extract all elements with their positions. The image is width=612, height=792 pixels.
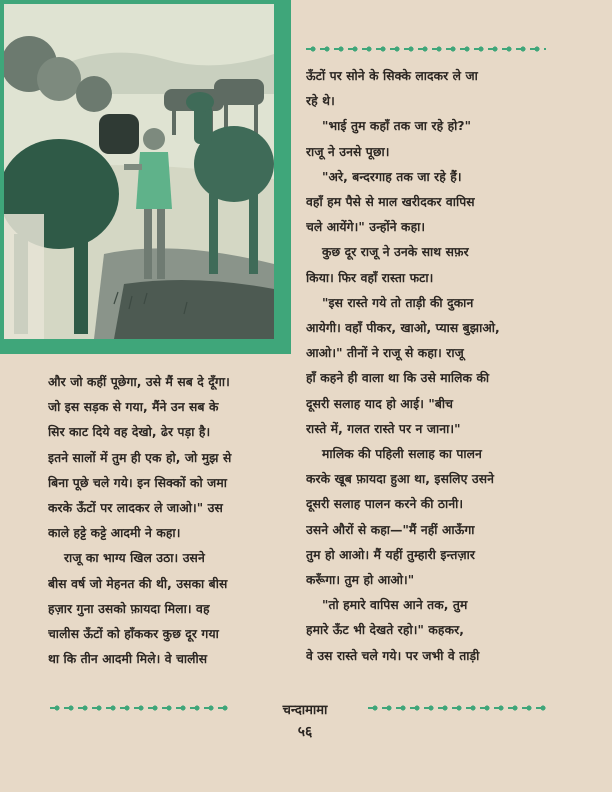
text-line: दूसरी सलाह पालन करने की ठानी। [306,497,464,512]
top-right-divider [306,42,546,56]
text-line: वहाँ हम पैसे से माल खरीदकर वापिस [306,195,475,210]
text-line: चले आयेंगे।" उन्होंने कहा। [306,220,426,235]
text-line: चालीस ऊँटों को हाँककर कुछ दूर गया [48,627,219,642]
text-line: इतने सालों में तुम ही एक हो, जो मुझ से [48,450,232,465]
text-line: राजू का भाग्य खिल उठा। उसने [64,551,205,566]
text-line: दूसरी सलाह याद हो आई। "बीच [306,396,454,411]
text-line: रास्ते में, गलत रास्ते पर न जाना।" [306,421,461,436]
text-line: तुम हो आओ। मैं यहीं तुम्हारी इन्तज़ार [306,547,475,562]
text-line: काले हट्टे कट्टे आदमी ने कहा। [48,526,181,541]
page-number: ५६ [297,724,313,740]
text-line: करके ऊँटों पर लादकर ले जाओ।" उस [48,501,223,516]
illustration-frame [0,0,291,354]
illustration-drawing [4,4,274,339]
camel-caravan-illustration [4,4,274,339]
text-line: राजू ने उनसे पूछा। [306,144,390,159]
text-line: आओ।" तीनों ने राजू से कहा। राजू [306,346,464,361]
bottom-right-divider [368,701,546,715]
text-line: "तो हमारे वापिस आने तक, तुम [322,598,468,613]
text-line: रहे थे। [306,94,335,109]
text-line: ऊँटों पर सोने के सिक्के लादकर ले जा [306,69,478,83]
text-line: मालिक की पहिली सलाह का पालन [322,447,482,462]
text-line: सिर काट दिये वह देखो, ढेर पड़ा है। [48,425,211,440]
text-line: हमारे ऊँट भी देखते रहो।" कहकर, [306,623,465,638]
text-line: जो इस सड़क से गया, मैंने उन सब के [48,400,219,415]
left-column-text [48,370,292,672]
text-line: हज़ार गुना उसको फ़ायदा मिला। वह [48,601,210,616]
text-line: करके खूब फ़ायदा हुआ था, इसलिए उसने [306,472,495,487]
text-line: उसने औरों से कहा—"मैं नहीं आऊँगा [306,522,475,537]
text-line: "इस रास्ते गये तो ताड़ी की दुकान [322,295,474,310]
text-line: "अरे, बन्दरगाह तक जा रहे हैं। [322,169,462,184]
magazine-title: चन्दामामा [282,703,328,718]
right-column-text [306,64,550,669]
text-line: बीस वर्ष जो मेहनत की थी, उसका बीस [48,576,228,591]
text-line: आयेगी। वहाँ पीकर, खाओ, प्यास बुझाओ, [306,321,500,336]
bottom-left-divider [50,701,230,715]
text-line: बिना पूछे चले गये। इन सिक्कों को जमा [48,475,228,490]
text-line: "भाई तुम कहाँ तक जा रहे हो?" [322,119,472,134]
text-line: हाँ कहने ही वाला था कि उसे मालिक की [306,371,490,386]
text-line: और जो कहीं पूछेगा, उसे मैं सब दे दूँगा। [48,375,230,389]
text-line: था कि तीन आदमी मिले। वे चालीस [48,652,208,667]
text-line: किया। फिर वहाँ रास्ता फटा। [306,270,434,285]
text-line: वे उस रास्ते चले गये। पर जभी वे ताड़ी [306,648,480,663]
text-line: कुछ दूर राजू ने उनके साथ सफ़र [322,245,469,260]
text-line: करूँगा। तुम हो आओ।" [306,573,415,588]
